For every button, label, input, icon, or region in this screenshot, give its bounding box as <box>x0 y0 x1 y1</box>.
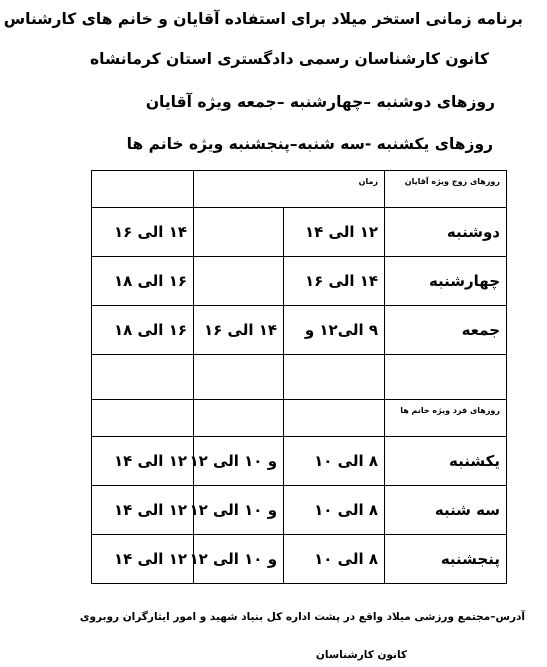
title-heading: برنامه زمانی استخر میلاد برای استفاده آقایان و خانم های کارشناس <box>3 10 523 28</box>
time-slot-cell: ۱۲ الی ۱۴ <box>92 437 194 486</box>
men-days-header: روزهای زوج ویژه آقایان <box>385 171 507 208</box>
table-row <box>92 437 507 486</box>
table-header-row <box>92 171 507 208</box>
women-header-row <box>92 400 507 437</box>
time-slot-cell: ۸ الی ۱۰ <box>284 535 385 584</box>
time-slot-cell: ۱۲ الی ۱۴ <box>92 535 194 584</box>
table-row <box>92 257 507 306</box>
table-row <box>92 208 507 257</box>
time-slot-cell: ۹ الی۱۲ و <box>284 306 385 355</box>
time-slot-cell: ۱۲ الی ۱۴ <box>284 208 385 257</box>
time-slot-cell: ۸ الی ۱۰ <box>284 486 385 535</box>
time-slot-cell: ۱۲ الی ۱۴ <box>92 486 194 535</box>
day-cell: چهارشنبه <box>385 257 507 306</box>
day-cell: جمعه <box>385 306 507 355</box>
time-slot-cell: و ۱۰ الی ۱۲ <box>194 437 284 486</box>
time-slot-cell <box>194 208 284 257</box>
men-days-heading: روزهای دوشنبه –چهارشنبه –جمعه ویژه آقایان <box>145 93 495 111</box>
time-slot-cell: ۸ الی ۱۰ <box>284 437 385 486</box>
time-slot-cell: ۱۶ الی ۱۸ <box>92 257 194 306</box>
signature-text: کانون کارشناسان <box>315 649 407 661</box>
time-slot-cell: و ۱۰ الی ۱۲ <box>194 535 284 584</box>
empty-header-cell <box>92 171 194 208</box>
day-cell: یکشنبه <box>385 437 507 486</box>
women-days-header: روزهای فرد ویژه خانم ها <box>385 400 507 437</box>
table-row <box>92 535 507 584</box>
time-slot-cell: ۱۴ الی ۱۶ <box>92 208 194 257</box>
time-slot-cell <box>194 257 284 306</box>
day-cell: سه شنبه <box>385 486 507 535</box>
day-cell: دوشنبه <box>385 208 507 257</box>
schedule-table <box>91 170 507 584</box>
women-days-heading: روزهای یکشنبه -سه شنبه–پنجشنبه ویژه خانم ها <box>126 135 493 153</box>
day-cell: پنجشنبه <box>385 535 507 584</box>
organization-heading: کانون کارشناسان رسمی دادگستری استان کرمانشاه <box>89 50 489 68</box>
time-slot-cell: ۱۶ الی ۱۸ <box>92 306 194 355</box>
table-row <box>92 486 507 535</box>
address-text: آدرس–مجتمع ورزشی میلاد واقع در پشت اداره کل بنیاد شهید و امور ایثارگران روبروی <box>79 611 525 623</box>
time-slot-cell: ۱۴ الی ۱۶ <box>284 257 385 306</box>
time-slot-cell: و ۱۰ الی ۱۲ <box>194 486 284 535</box>
table-row <box>92 306 507 355</box>
time-slot-cell: ۱۴ الی ۱۶ <box>194 306 284 355</box>
time-header: زمان <box>194 171 385 208</box>
table-row-empty <box>92 355 507 400</box>
